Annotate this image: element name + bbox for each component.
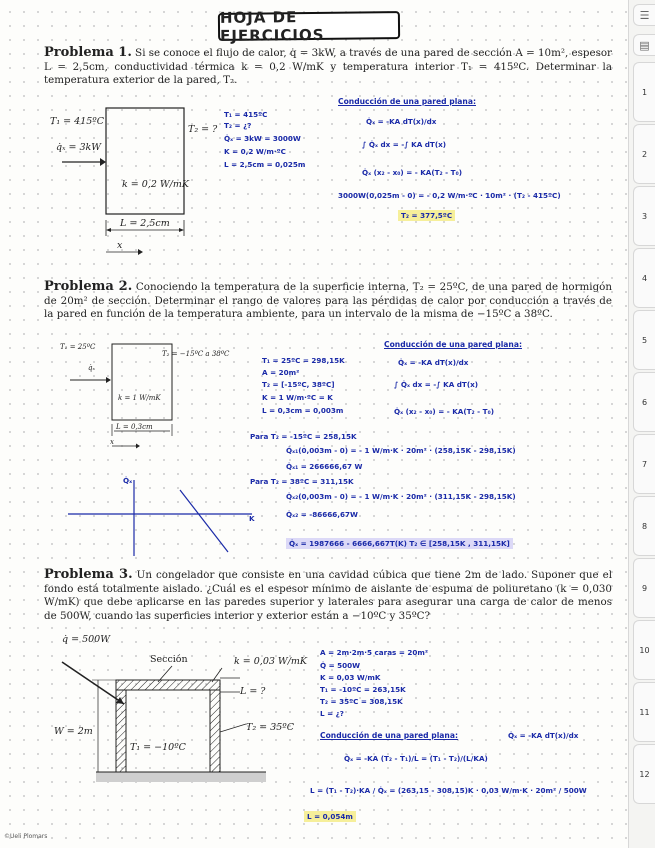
problem-2-heading: Problema 2. [44, 279, 133, 294]
section-tabs-sidebar [628, 0, 655, 848]
p3-hw-q: Q̇ = 500W [320, 661, 361, 670]
p2-hw-fourier: Q̇ₓ = -KA dT(x)/dx [398, 358, 469, 367]
p1-hw-t1: T₁ = 415ºC [224, 110, 268, 119]
p3-hw-k: K = 0,03 W/mK [320, 673, 381, 682]
tab-7[interactable]: 7 [633, 434, 655, 494]
p2-hw-case1-eq: Q̇ₓ₁(0,003m - 0) = - 1 W/m·K · 20m² · (258,15K - 298,15K) [286, 446, 516, 455]
tab-10[interactable]: 10 [633, 620, 655, 680]
p2-hw-case1-res: Q̇ₓ₁ = 266666,67 W [286, 462, 363, 471]
p1-hw-result: Q̇ₓ (x₂ - x₀) = - KA(T₂ - T₀) [362, 168, 463, 177]
p2-hw-case2-res: Q̇ₓ₂ = -86666,67W [286, 510, 358, 519]
p2-hw-case1: Para T₂ = -15ºC = 258,15K [250, 432, 357, 441]
p2-hw-title: Conducción de una pared plana: [384, 340, 522, 349]
p2-hw-k: K = 1 W/m·ºC = K [262, 393, 333, 402]
problem-1-statement [44, 46, 612, 88]
p3-hw-fourier: Q̇ₓ = -KA dT(x)/dx [508, 731, 579, 740]
tab-2[interactable]: 2 [633, 124, 655, 184]
p3-fig-k: k = 0,03 W/mK [234, 656, 307, 667]
p2-fig-k: k = 1 W/mK [118, 394, 161, 402]
p2-fig-t1: T₁ = 25ºC [60, 343, 96, 351]
p2-hw-t1: T₁ = 25ºC = 298,15K [262, 356, 345, 365]
problem-2-text: Conociendo la temperatura de la superficie interna, T₂ = 25ºC, de una pared de hormigón de 20m² de sección. Determinar el rango de valores para las pérdidas de calor por conducción a través de la pared en función de la temperatura ambiente, para un intervalo de la misma de −15ºC a 38ºC. [44, 281, 612, 320]
p1-hw-L: L = 2,5cm = 0,025m [224, 160, 306, 169]
problem-3-heading: Problema 3. [44, 567, 133, 582]
p1-fig-qx: q̇ₓ = 3kW [56, 142, 102, 153]
p2-hw-case2: Para T₂ = 38ºC = 311,15K [250, 477, 354, 486]
p1-hw-answer: T₂ = 377,5ºC [398, 211, 455, 220]
p3-fig-section: Sección [150, 654, 188, 665]
p1-hw-k: K = 0,2 W/m·ºC [224, 147, 286, 156]
p3-fig-t2: T₂ = 35ºC [246, 722, 294, 733]
p3-hw-t2: T₂ = 35ºC = 308,15K [320, 697, 403, 706]
p2-hw-t2: T₂ = [-15ºC, 38ºC] [262, 380, 335, 389]
p3-hw-answer: L = 0,054m [304, 812, 356, 821]
p3-fig-q: q̇ = 500W [62, 634, 110, 645]
p2-fig-q: q̇ₓ [88, 364, 95, 372]
p2-graph-k: K [249, 514, 255, 523]
p1-fig-L: L = 2,5cm [120, 218, 170, 229]
p2-fig-t2: T₂ = −15ºC a 38ºC [162, 350, 230, 358]
p2-fig-L: L = 0,3cm [116, 423, 153, 431]
p2-hw-a: A = 20m² [262, 368, 300, 377]
p1-hw-sub: 3000W(0,025m - 0) = - 0,2 W/m·ºC · 10m² · (T₂ - 415ºC) [338, 191, 561, 200]
p3-hw-L: L = ¿? [320, 709, 344, 718]
tab-4[interactable]: 4 [633, 248, 655, 308]
p2-hw-final: Q̇ₓ = 1987666 - 6666,667T(K) T₂ ∈ [258,15K , 311,15K] [286, 539, 513, 548]
p2-hw-integral: ∫ Q̇ₓ dx = -∫ KA dT(x) [394, 380, 479, 389]
p2-graph-q: Q̇ₓ [123, 476, 133, 485]
p1-hw-fourier: Q̇ₓ = -KA dT(x)/dx [366, 117, 437, 126]
tab-8[interactable]: 8 [633, 496, 655, 556]
problem-1-text: Si se conoce el flujo de calor, q̇ = 3kW, a través de una pared de sección A = 10m², espesor L = 2,5cm, conductividad térmica k = 0,2 W/mK y temperatura interior T₁ = 415ºC. Determinar la temperatura exterior de la pared, T₂. [44, 47, 612, 86]
p1-fig-t1: T₁ = 415ºC [50, 116, 105, 127]
p1-hw-q: Q̇ₓ = 3kW = 3000W [224, 134, 301, 143]
p3-hw-t1: T₁ = -10ºC = 263,15K [320, 685, 406, 694]
problem-3-text: Un congelador que consiste en una cavidad cúbica que tiene 2m de lado. Suponer que el fondo está totalmente aislado. ¿Cuál es el espesor mínimo de aislante de espuma de poliuretano (k = 0,030 W/mK) que debe aplicarse en las paredes superior y laterales para asegurar una carga de calor de menos de 500W, cuando las superficies interior y exterior están a −10ºC y 35ºC? [44, 569, 613, 622]
page-title: HOJA DE EJERCICIOS [218, 11, 400, 41]
problem-2-statement [44, 280, 612, 322]
p3-fig-w: W = 2m [54, 726, 93, 737]
p1-hw-t2: T₂ = ¿? [224, 121, 252, 130]
tab-11[interactable]: 11 [633, 682, 655, 742]
menu-icon[interactable]: ☰ [633, 4, 655, 26]
p1-fig-x: x [117, 240, 123, 251]
tab-6[interactable]: 6 [633, 372, 655, 432]
tab-9[interactable]: 9 [633, 558, 655, 618]
p3-fig-t1: T₁ = −10ºC [130, 742, 186, 753]
p3-hw-title: Conducción de una pared plana: [320, 731, 458, 740]
p2-hw-L: L = 0,3cm = 0,003m [262, 406, 344, 415]
p1-hw-title: Conducción de una pared plana: [338, 97, 476, 106]
p1-hw-integral: ∫ Q̇ₓ dx = -∫ KA dT(x) [362, 140, 447, 149]
tab-1[interactable]: 1 [633, 62, 655, 122]
problem-2-graph [60, 470, 260, 560]
footer-credit: ©Ueli Plomars [4, 833, 48, 840]
p3-hw-L-formula: L = (T₁ - T₂)·KA / Q̇ₓ = (263,15 - 308,15)K · 0,03 W/m·K · 20m² / 500W [310, 786, 587, 795]
p3-hw-a: A = 2m·2m·5 caras = 20m² [320, 648, 428, 657]
p3-hw-eq: Q̇ₓ = -KA (T₂ - T₁)/L = (T₁ - T₂)/(L/KA) [344, 754, 488, 763]
p1-fig-t2: T₂ = ? [188, 124, 218, 135]
p2-fig-x: x [110, 438, 114, 446]
tab-5[interactable]: 5 [633, 310, 655, 370]
p2-hw-result: Q̇ₓ (x₂ - x₀) = - KA(T₂ - T₀) [394, 407, 495, 416]
problem-3-statement [44, 568, 612, 623]
page-icon[interactable]: ▤ [633, 34, 655, 56]
p3-fig-L: L = ? [240, 686, 266, 697]
problem-1-heading: Problema 1. [44, 45, 132, 60]
tab-12[interactable]: 12 [633, 744, 655, 804]
p2-hw-case2-eq: Q̇ₓ₂(0,003m - 0) = - 1 W/m·K · 20m² · (311,15K - 298,15K) [286, 492, 516, 501]
tab-3[interactable]: 3 [633, 186, 655, 246]
p1-fig-k: k = 0,2 W/mK [122, 179, 189, 190]
